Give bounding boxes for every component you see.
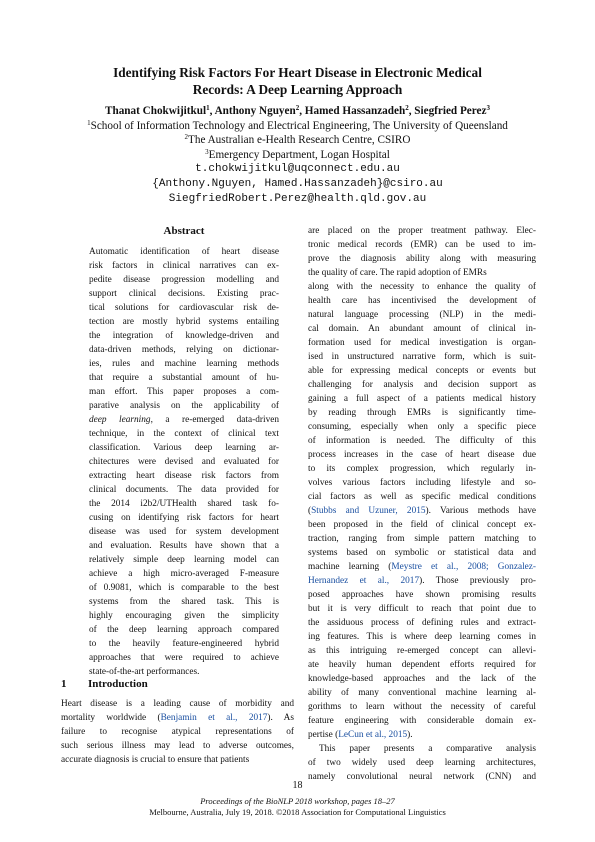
abstract-line: tection are mostly hybrid systems entailing — [89, 317, 279, 327]
abstract-line: man effort. This paper proposes a com- — [89, 387, 279, 397]
author-name: Siegfried Perez — [414, 105, 487, 117]
email-1[interactable]: t.chokwijitkul@uqconnect.edu.au — [195, 163, 400, 176]
title-line-1: Identifying Risk Factors For Heart Disease in Electronic Medical — [113, 65, 482, 80]
text-line: been proposed in the field of clinical concept ex- — [308, 520, 536, 530]
abstract-line: Automatic identification of heart disease — [89, 247, 279, 257]
text-line: cial factors as well as specific medical conditions — [308, 492, 536, 502]
text-line: systems based on symbolic or statistical data and — [308, 548, 536, 558]
text-line: along with the necessity to enhance the quality of — [308, 282, 536, 292]
abstract-heading: Abstract — [163, 225, 205, 237]
text-line: (Stubbs and Uzuner, 2015). Various methods have — [308, 506, 537, 516]
abstract-line: the 2014 i2b2/UTHealth shared task fo- — [89, 499, 279, 509]
page-number: 18 — [292, 780, 303, 791]
abstract-body — [89, 245, 279, 679]
affiliation-1: $^1$School of Information Technology and Electrical Engineering, The University of Queensland — [87, 118, 508, 132]
citation-link[interactable]: Stubbs and Uzuner, 2015 — [311, 506, 426, 516]
text-line: Hernandez et al., 2017). Those previously pro- — [308, 576, 536, 586]
affiliation-2: $^2$The Australian e-Health Research Centre, CSIRO — [184, 133, 411, 147]
text-line: able for expressing medical concepts or events but — [308, 366, 536, 376]
section-heading-introduction — [61, 678, 148, 690]
text-line: ability of many conventional machine learning al- — [308, 688, 536, 698]
citation-link[interactable]: Hernandez et al., 2017 — [308, 576, 420, 586]
author-block — [40, 104, 555, 206]
abstract-line: cusing on identifying risk factors for heart — [89, 513, 279, 523]
affiliation-marker: 1 — [206, 104, 210, 112]
author-names: Thanat Chokwijitkul$^1$, Anthony Nguyen$^2$, Hamed Hassanzadeh$^2$, Siegfried Perez$^3$ — [105, 104, 490, 117]
text-line: gorithms to learn without the necessity of careful — [308, 702, 536, 712]
abstract-line: highly encouraging given the simplicity — [89, 611, 279, 621]
paper-title — [70, 64, 525, 98]
text-line: ing features. This is where deep learning comes in — [308, 632, 536, 642]
abstract-line: classification. Various deep learning ar- — [89, 443, 279, 453]
text-line: of information is needed. The difficulty of this — [308, 436, 536, 446]
abstract-line: support clinical decisions. Existing prac- — [89, 289, 279, 299]
text-line: This paper presents a comparative analysis — [319, 744, 536, 754]
text-line: formation used for medical investigation is organ- — [308, 338, 536, 348]
abstract-line: deep learning, a re-emerged data-driven — [89, 415, 279, 425]
text-line: the quality of care. The rapid adoption of EMRs — [308, 268, 487, 278]
text-line: the assiduous process of defining rules and extract- — [308, 618, 536, 628]
affiliation-3: $^3$Emergency Department, Logan Hospital — [205, 147, 390, 161]
abstract-line: the integration of knowledge-driven and — [89, 331, 279, 341]
abstract-line: state-of-the-art performances. — [89, 667, 200, 677]
text-line: of two widely used deep learning architectures, — [308, 758, 536, 768]
text-line: failure to recognise atypical representations of — [61, 727, 294, 737]
page-footer — [0, 796, 595, 817]
text-line: tronic medical records (EMR) can be used to im- — [308, 240, 536, 250]
citation-link[interactable]: Benjamin et al., 2017 — [160, 713, 268, 723]
abstract-line: parative analysis on the applicability of — [89, 401, 279, 411]
email-3[interactable]: SiegfriedRobert.Perez@health.qld.gov.au — [168, 192, 427, 205]
abstract-line: technique, in the context of clinical text — [89, 429, 279, 439]
text-line: namely convolutional neural network (CNN) and — [308, 772, 536, 782]
abstract-line: relatively simple deep learning model can — [89, 555, 279, 565]
text-line: to its complex progression, which regularly in- — [308, 464, 536, 474]
abstract-line: clinical documents. The data provided for — [89, 485, 279, 495]
abstract-line: data-driven methods, relying on dictionar- — [89, 345, 279, 355]
text-line: volves various factors including lifestyle and so- — [308, 478, 536, 488]
text-line: machine learning (Meystre et al., 2008; Gonzalez- — [308, 562, 537, 572]
text-line: mortality worldwide (Benjamin et al., 2017). As — [61, 713, 294, 723]
abstract-line: and evaluation. Results have shown that a — [89, 541, 279, 551]
abstract-line: risk factors in clinical narratives can ex- — [89, 261, 279, 271]
section-number: 1 — [61, 678, 67, 690]
affiliation-marker: 2 — [295, 104, 300, 112]
right-column-body — [308, 224, 536, 784]
text-line: accurate diagnosis is crucial to ensure that patients — [61, 755, 250, 765]
title-line-2: Records: A Deep Learning Approach — [192, 82, 403, 97]
abstract-line: ies, rules and machine learning methods — [89, 359, 279, 369]
text-line: process increases in the case of heart disease due — [308, 450, 536, 460]
affiliation-marker: 2 — [405, 104, 409, 112]
author-name: Hamed Hassanzadeh — [304, 105, 406, 117]
copyright-line: Melbourne, Australia, July 19, 2018. ©2018 Association for Computational Linguistics — [149, 806, 446, 817]
text-line: by reading through EMRs is significantly time- — [308, 408, 536, 418]
text-line: posed approaches have shown promising results — [308, 590, 536, 600]
text-line: are placed on the proper treatment pathway. Elec- — [308, 226, 536, 236]
abstract-line: that require a substantial amount of hu- — [89, 373, 279, 383]
proceedings-line: Proceedings of the BioNLP 2018 workshop, pages 18–27 — [200, 796, 395, 806]
abstract-line: approaches that were required to achieve — [89, 653, 279, 663]
text-line: natural language processing (NLP) in the medi- — [308, 310, 536, 320]
email-2[interactable]: {Anthony.Nguyen, Hamed.Hassanzadeh}@csiro.au — [152, 177, 443, 190]
text-line: such serious illness may lead to adverse outcomes, — [61, 741, 294, 751]
text-line: knowledge-based approaches and the lack of the — [308, 674, 536, 684]
text-line: gaining a full aspect of a patients medical history — [308, 394, 536, 404]
abstract-line: systems from the shared task. This is — [89, 597, 279, 607]
text-line: Heart disease is a leading cause of morbidity and — [61, 699, 294, 709]
text-line: but it is very difficult to reach that point due to — [308, 604, 536, 614]
text-line: traction, ranging from simple pattern matching to — [308, 534, 536, 544]
section-title: Introduction — [88, 678, 148, 690]
abstract-line: tical solutions for cardiovascular risk de- — [89, 303, 279, 313]
text-line: feature engineering with considerable domain ex- — [308, 716, 536, 726]
text-line: pertise (LeCun et al., 2015). — [308, 730, 413, 740]
text-line: consuming, especially when only a specific piece — [308, 422, 536, 432]
citation-link[interactable]: LeCun et al., 2015 — [338, 730, 408, 740]
abstract-line: extracting heart disease risk factors from — [89, 471, 279, 481]
text-line: health care has incentivised the development of — [308, 296, 536, 306]
author-name: Thanat Chokwijitkul — [105, 105, 207, 117]
text-line: prove the diagnosis ability along with measuring — [308, 254, 536, 264]
text-line: ate heavily human dependent efforts required for — [308, 660, 536, 670]
author-name: Anthony Nguyen — [214, 105, 296, 117]
abstract-line: to the heavily feature-engineered hybrid — [89, 639, 279, 649]
abstract-line: pedite disease progression modelling and — [89, 275, 279, 285]
abstract-line: achieve a high micro-averaged F-measure — [89, 569, 279, 579]
text-line: as this intriguing re-emerged concept can allevi- — [308, 646, 536, 656]
citation-link[interactable]: Meystre et al., 2008; Gonzalez- — [391, 562, 537, 572]
text-line: ised in unstructured narrative form, which is suit- — [308, 352, 536, 362]
abstract-line: disease was used for system development — [89, 527, 279, 537]
abstract-line: chitectures were devised and evaluated for — [89, 457, 279, 467]
text-line: challenging for analysis and decision support as — [308, 380, 536, 390]
introduction-body — [61, 697, 294, 767]
abstract-line: of 0.9081, which is comparable to the best — [89, 583, 279, 593]
abstract-line: of the deep learning approach compared — [89, 625, 279, 635]
affiliation-marker: 3 — [486, 104, 490, 112]
text-line: cal domain. An abundant amount of clinical in- — [308, 324, 536, 334]
